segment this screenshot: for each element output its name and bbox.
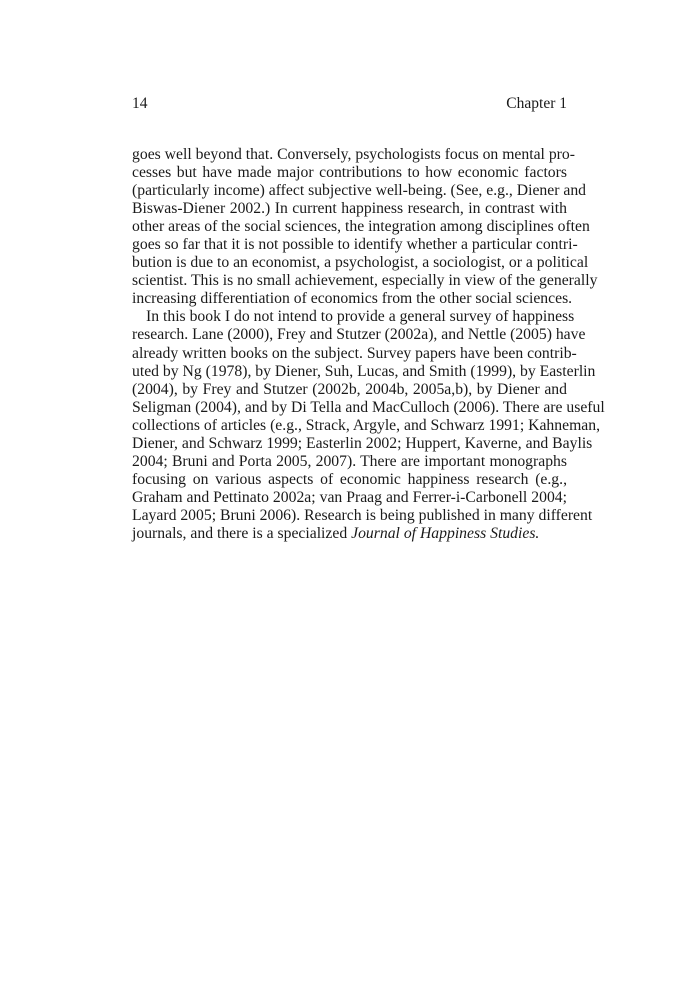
text-line: goes well beyond that. Conversely, psychologists focus on mental pro-: [132, 146, 575, 163]
text-line: Diener, and Schwarz 1999; Easterlin 2002; Huppert, Kaverne, and Baylis: [132, 434, 593, 452]
text-line: collections of articles (e.g., Strack, Argyle, and Schwarz 1991; Kahneman,: [132, 416, 601, 434]
text-line: Graham and Pettinato 2002a; van Praag and Ferrer-i-Carbonell 2004;: [132, 488, 567, 506]
text-line: bution is due to an economist, a psychologist, a sociologist, or a political: [132, 254, 589, 272]
text-line: Layard 2005; Bruni 2006). Research is being published in many different: [132, 506, 593, 524]
text-line: scientist. This is no small achievement, especially in view of the generally: [132, 272, 598, 290]
text-line: [132, 525, 567, 543]
text-line: goes so far that it is not possible to identify whether a particular contri-: [132, 236, 578, 254]
text-line: uted by Ng (1978), by Diener, Suh, Lucas, and Smith (1999), by Easterlin: [132, 362, 596, 380]
text-line: research. Lane (2000), Frey and Stutzer (2002a), and Nettle (2005) have: [132, 326, 586, 344]
body-text: [132, 146, 605, 543]
text-line: (particularly income) affect subjective well-being. (See, e.g., Diener and: [132, 182, 587, 200]
chapter-label: Chapter 1: [506, 95, 567, 112]
text-line: 2004; Bruni and Porta 2005, 2007). There are important monographs: [132, 452, 567, 470]
text-line: focusing on various aspects of economic happiness research (e.g.,: [132, 470, 567, 488]
text-line: In this book I do not intend to provide a general survey of happiness: [146, 308, 575, 326]
final-line-text: journals, and there is a specialized: [132, 524, 352, 542]
text-line: (2004), by Frey and Stutzer (2002b, 2004b, 2005a,b), by Diener and: [132, 380, 567, 398]
paragraph-1: [132, 146, 598, 308]
text-line: cesses but have made major contributions to how economic factors: [132, 164, 567, 182]
text-line: already written books on the subject. Survey papers have been contrib-: [132, 344, 577, 362]
text-line: other areas of the social sciences, the integration among disciplines often: [132, 218, 590, 236]
page-number: 14: [132, 95, 148, 112]
text-line: Biswas-Diener 2002.) In current happiness research, in contrast with: [132, 200, 567, 218]
running-head: [132, 94, 567, 114]
paragraph-2: [132, 308, 605, 543]
text-line: increasing differentiation of economics from the other social sciences.: [132, 290, 573, 308]
text-line: Seligman (2004), and by Di Tella and MacCulloch (2006). There are useful: [132, 398, 605, 416]
journal-title: Journal of Happiness Studies.: [351, 524, 540, 542]
